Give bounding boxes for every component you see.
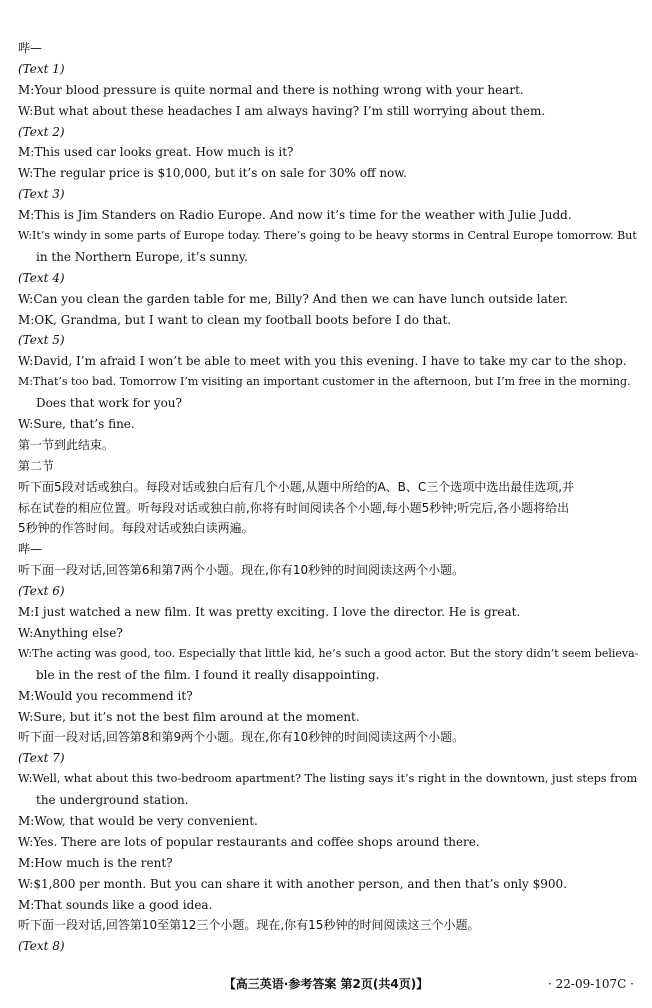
- dialogue-line: W:The regular price is $10,000, but it’s on sale for 30% off now.: [18, 166, 407, 181]
- section-label: (Text 4): [18, 270, 65, 285]
- dialogue-line: M:I just watched a new film. It was pretty exciting. I love the director. He is great.: [18, 605, 521, 620]
- dialogue-line: W:Yes. There are lots of popular restaurants and coffee shops around there.: [18, 834, 480, 849]
- dialogue-line: M:That’s too bad. Tomorrow I’m visiting an important customer in the afternoon, but I’m free in the morning.: [18, 375, 631, 389]
- dialogue-line: M:That sounds like a good idea.: [18, 897, 213, 912]
- section-label: (Text 3): [18, 187, 65, 202]
- instruction-line: 第一节到此结束。: [18, 437, 115, 452]
- dialogue-line: M:How much is the rent?: [18, 855, 173, 870]
- dialogue-line: W:Anything else?: [18, 625, 123, 640]
- dialogue-line: W:Sure, but it’s not the best film around at the moment.: [18, 709, 360, 724]
- section-label: (Text 5): [18, 333, 65, 348]
- section-label: (Text 6): [18, 584, 65, 599]
- section-label: (Text 1): [18, 61, 65, 76]
- dialogue-line: W:Sure, that’s fine.: [18, 417, 135, 432]
- instruction-line: 第二节: [18, 458, 55, 473]
- instruction-line: 标在试卷的相应位置。听每段对话或独白前,你将有时间阅读各个小题,每小题5秒钟;听完后,各小题将给出: [18, 500, 570, 515]
- footer-page-info: 【高三英语·参考答案 第2页(共4页)】: [223, 977, 429, 991]
- instruction-line: 听下面一段对话,回答第8和第9两个小题。现在,你有10秒钟的时间阅读这两个小题。: [18, 730, 465, 745]
- dialogue-line: M:Wow, that would be very convenient.: [18, 813, 258, 828]
- dialogue-line: M:This is Jim Standers on Radio Europe. And now it’s time for the weather with Julie Judd.: [18, 208, 572, 223]
- dialogue-line: M:Would you recommend it?: [18, 688, 193, 703]
- dialogue-line: W:$1,800 per month. But you can share it with another person, and then that’s only $900.: [18, 876, 567, 891]
- dialogue-line: W:Can you clean the garden table for me, Billy? And then we can have lunch outside later.: [18, 291, 568, 306]
- dialogue-line: W:Well, what about this two-bedroom apartment? The listing says it’s right in the downtown, just steps from: [18, 772, 638, 786]
- instruction-line: 5秒钟的作答时间。每段对话或独白读两遍。: [18, 521, 254, 536]
- instruction-line: 哔—: [18, 542, 43, 557]
- dialogue-line: M:OK, Grandma, but I want to clean my football boots before I do that.: [18, 312, 452, 327]
- instruction-line: 听下面一段对话,回答第6和第7两个小题。现在,你有10秒钟的时间阅读这两个小题。: [18, 563, 465, 578]
- page-footer: [0, 974, 652, 994]
- dialogue-line: W:The acting was good, too. Especially that little kid, he’s such a good actor. But the story didn’t seem believa-: [18, 646, 639, 660]
- section-label: (Text 8): [18, 939, 65, 954]
- dialogue-line: M:This used car looks great. How much is it?: [18, 145, 294, 160]
- section-label: (Text 7): [18, 751, 65, 766]
- instruction-line: 哔—: [18, 41, 43, 55]
- section-label: (Text 2): [18, 124, 65, 139]
- footer-doc-code: · 22-09-107C ·: [548, 977, 634, 991]
- dialogue-line: W:But what about these headaches I am always having? I’m still worrying about them.: [18, 103, 546, 118]
- dialogue-line: W:It’s windy in some parts of Europe today. There’s going to be heavy storms in Central Europe tomorrow. But: [18, 229, 637, 243]
- dialogue-continuation: in the Northern Europe, it’s sunny.: [36, 249, 248, 264]
- instruction-line: 听下面一段对话,回答第10至第12三个小题。现在,你有15秒钟的时间阅读这三个小题。: [18, 918, 480, 933]
- dialogue-continuation: ble in the rest of the film. I found it really disappointing.: [36, 667, 380, 682]
- document-body: [18, 38, 640, 957]
- dialogue-continuation: the underground station.: [36, 793, 189, 808]
- dialogue-line: M:Your blood pressure is quite normal and there is nothing wrong with your heart.: [18, 82, 524, 97]
- dialogue-line: W:David, I’m afraid I won’t be able to meet with you this evening. I have to take my car to the shop.: [18, 354, 627, 369]
- dialogue-continuation: Does that work for you?: [36, 396, 182, 411]
- instruction-line: 听下面5段对话或独白。每段对话或独白后有几个小题,从题中所给的A、B、C三个选项中选出最佳选项,并: [18, 479, 575, 494]
